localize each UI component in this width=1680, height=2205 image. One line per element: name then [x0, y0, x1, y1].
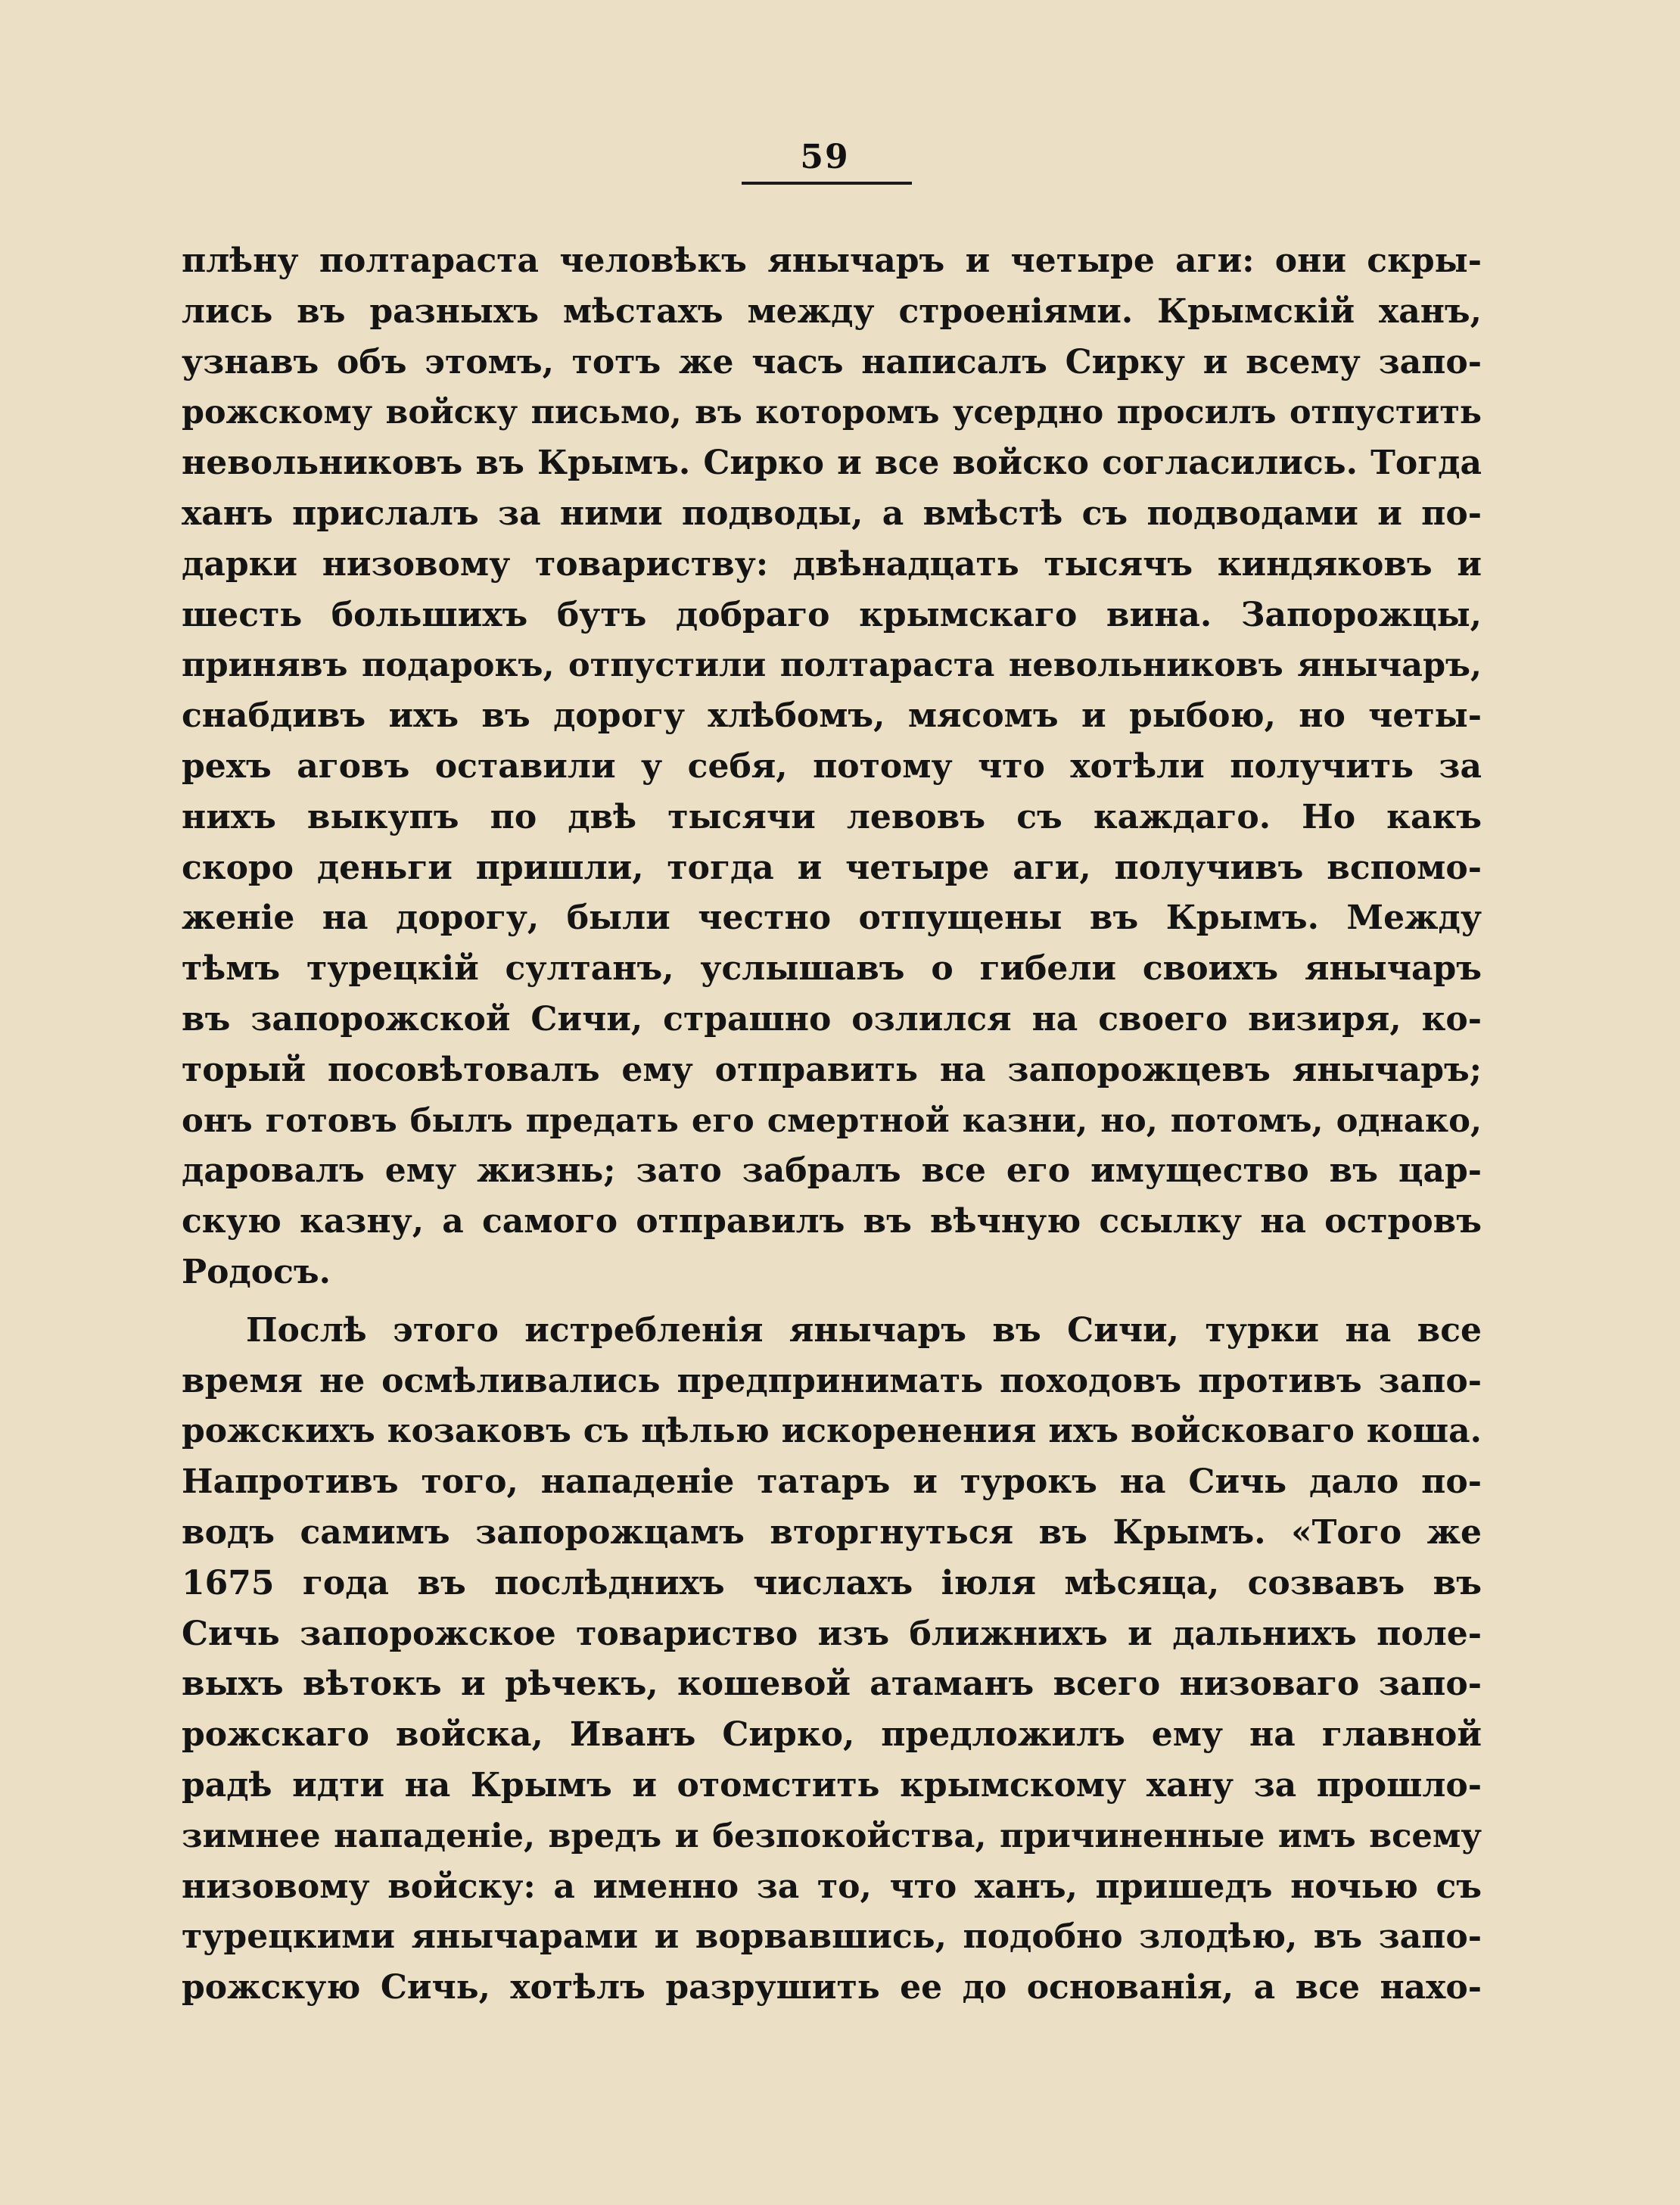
text-line: рожскую Сичь, хотѣлъ разрушить ее до основанія, а все нахо-	[182, 1968, 1482, 2007]
text-line: плѣну полтараста человѣкъ янычаръ и четыре аги: они скры-	[182, 241, 1482, 280]
text-line: торый посовѣтовалъ ему отправить на запорожцевъ янычаръ;	[182, 1050, 1482, 1089]
text-line: узнавъ объ этомъ, тотъ же часъ написалъ Сирку и всему запо-	[182, 342, 1482, 382]
text-line: онъ готовъ былъ предать его смертной казни, но, потомъ, однако,	[182, 1101, 1482, 1140]
text-line: лись въ разныхъ мѣстахъ между строеніями. Крымскій ханъ,	[182, 291, 1482, 331]
text-line: скоро деньги пришли, тогда и четыре аги, получивъ вспомо-	[182, 848, 1482, 887]
text-line: Послѣ этого истребленія янычаръ въ Сичи, турки на все	[246, 1310, 1482, 1350]
text-line: выхъ вѣтокъ и рѣчекъ, кошевой атаманъ всего низоваго запо-	[182, 1665, 1482, 1704]
text-line: нихъ выкупъ по двѣ тысячи левовъ съ каждаго. Но какъ	[182, 797, 1482, 836]
text-line: ханъ прислалъ за ними подводы, а вмѣстѣ съ подводами и по-	[182, 494, 1482, 533]
text-line: въ запорожской Сичи, страшно озлился на своего визиря, ко-	[182, 999, 1482, 1039]
text-line: время не осмѣливались предпринимать походовъ противъ запо-	[182, 1361, 1482, 1400]
page-number-rule	[742, 182, 912, 185]
text-line: низовому войску: а именно за то, что ханъ, пришедъ ночью съ	[182, 1867, 1482, 1906]
text-line: Сичь запорожское товариство изъ ближнихъ и дальнихъ поле-	[182, 1614, 1482, 1653]
text-line: рожскому войску письмо, въ которомъ усердно просилъ отпустить	[182, 394, 1482, 432]
paragraph-2	[182, 1306, 1482, 2013]
text-line: тѣмъ турецкій султанъ, услышавъ о гибели своихъ янычаръ	[182, 949, 1482, 989]
text-line: рехъ аговъ оставили у себя, потому что хотѣли получить за	[182, 746, 1482, 786]
text-line: Напротивъ того, нападеніе татаръ и турокъ на Сичь дало по-	[182, 1462, 1482, 1502]
text-line: Родосъ.	[182, 1252, 331, 1291]
text-line: даровалъ ему жизнь; зато забралъ все его имущество въ цар-	[182, 1151, 1482, 1191]
paragraph-1	[182, 236, 1482, 1298]
paragraph-spacer	[182, 1298, 1482, 1306]
text-line: турецкими янычарами и ворвавшись, подобно злодѣю, въ запо-	[182, 1917, 1482, 1957]
text-line: 1675 года въ послѣднихъ числахъ іюля мѣсяца, созвавъ въ	[182, 1563, 1482, 1602]
page-number: 59	[800, 138, 850, 176]
text-line: снабдивъ ихъ въ дорогу хлѣбомъ, мясомъ и рыбою, но четы-	[182, 696, 1482, 736]
text-line: рожскихъ козаковъ съ цѣлью искоренения ихъ войсковаго коша.	[182, 1412, 1482, 1451]
body-text	[182, 236, 1482, 2013]
text-line: дарки низовому товариству: двѣнадцать тысячъ киндяковъ и	[182, 544, 1482, 584]
text-line: радѣ идти на Крымъ и отомстить крымскому хану за прошло-	[182, 1765, 1482, 1805]
text-line: женіе на дорогу, были честно отпущены въ Крымъ. Между	[182, 899, 1482, 938]
text-line: невольниковъ въ Крымъ. Сирко и все войско согласились. Тогда	[182, 444, 1482, 483]
text-line: рожскаго войска, Иванъ Сирко, предложилъ ему на главной	[182, 1715, 1482, 1755]
text-line: скую казну, а самого отправилъ въ вѣчную ссылку на островъ	[182, 1202, 1482, 1241]
text-line: принявъ подарокъ, отпустили полтараста невольниковъ янычаръ,	[182, 646, 1482, 685]
text-line: зимнее нападеніе, вредъ и безпокойства, причиненные имъ всему	[182, 1816, 1482, 1855]
text-line: шесть большихъ бутъ добраго крымскаго вина. Запорожцы,	[182, 595, 1482, 634]
text-line: водъ самимъ запорожцамъ вторгнуться въ Крымъ. «Того же	[182, 1512, 1482, 1552]
